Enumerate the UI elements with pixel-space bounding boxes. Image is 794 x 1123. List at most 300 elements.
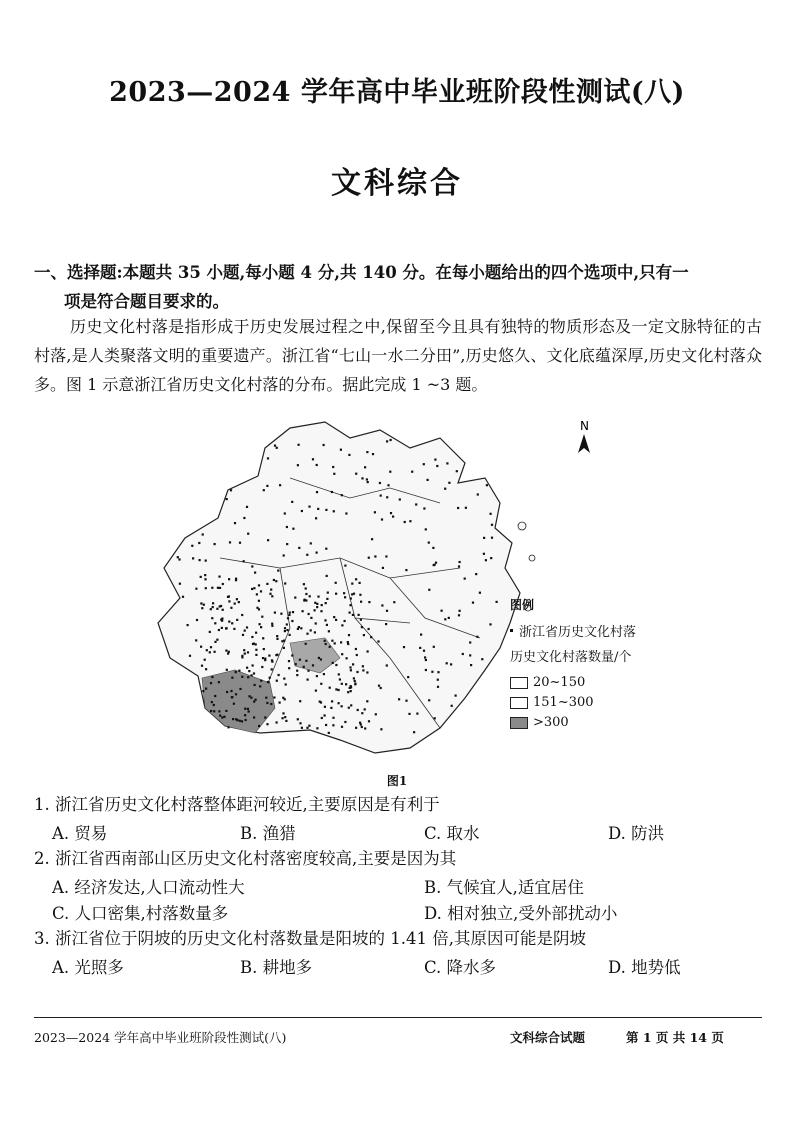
section-line-2: 项是符合题目要求的。 [64,292,229,311]
village-dot [276,680,278,682]
village-dot [472,602,474,604]
village-dot [437,671,439,673]
village-dot [334,642,336,644]
village-dot [256,593,258,595]
village-dot [178,558,180,560]
village-dot [341,726,343,728]
village-dot [212,606,214,608]
village-dot [260,626,262,628]
village-dot [362,669,364,671]
village-dot [323,673,325,675]
village-dot [211,701,213,703]
village-dot [238,601,240,603]
village-dot [352,614,354,616]
village-dot [489,623,491,625]
village-dot [291,501,293,503]
village-dot [222,583,224,585]
village-dot [294,597,296,599]
village-dot [201,665,203,667]
village-dot [393,601,395,603]
village-dot [225,710,227,712]
q1-option-b[interactable]: B. 渔猎 [240,824,296,843]
village-dot [491,537,493,539]
village-dot [367,650,369,652]
village-dot [211,617,213,619]
village-dot [346,657,348,659]
village-dot [323,444,325,446]
village-dot [213,704,215,706]
village-dot [274,445,276,447]
village-dot [276,638,278,640]
village-dot [246,626,248,628]
village-dot [420,634,422,636]
village-dot [282,717,284,719]
village-dot [267,457,269,459]
village-dot [392,516,394,518]
village-dot [399,498,401,500]
q1-option-d[interactable]: D. 防洪 [608,824,665,843]
village-dot [427,479,429,481]
village-dot [218,629,220,631]
village-dot [264,716,266,718]
village-dot [359,722,361,724]
q3-option-b[interactable]: B. 耕地多 [240,958,313,977]
village-dot [243,560,245,562]
village-dot [216,639,218,641]
footer-subject: 文科综合试题 [510,1030,586,1045]
village-dot [308,725,310,727]
village-dot [251,636,253,638]
village-dot [345,683,347,685]
village-dot [214,651,216,653]
village-dot [361,726,363,728]
village-dot [377,640,379,642]
village-dot [226,498,228,500]
village-dot [253,716,255,718]
village-dot [291,620,293,622]
village-dot [247,533,249,535]
village-dot [437,679,439,681]
village-dot [432,547,434,549]
question-1-stem: 1. 浙江省历史文化村落整体距河较近,主要原因是有利于 [34,795,440,814]
legend-range-high: >300 [533,715,569,730]
village-dot [328,630,330,632]
village-dot [227,653,229,655]
village-dot [386,664,388,666]
village-dot [350,690,352,692]
village-dot [380,728,382,730]
q1-option-a[interactable]: A. 贸易 [52,824,108,843]
village-dot [444,488,446,490]
question-2-stem: 2. 浙江省西南部山区历史文化村落密度较高,主要是因为其 [34,849,457,868]
village-dot [450,663,452,665]
village-dot [316,727,318,729]
section-line-1: 一、选择题:本题共 35 小题,每小题 4 分,共 140 分。在每小题给出的四个选项中,只有一 [34,263,689,282]
village-dot [296,670,298,672]
village-dot [233,628,235,630]
exam-title: 2023—2024 学年高中毕业班阶段性测试(八) [109,77,685,108]
village-dot [286,629,288,631]
village-dot [219,605,221,607]
village-dot [239,542,241,544]
village-dot [330,707,332,709]
village-dot [446,662,448,664]
village-dot [253,701,255,703]
village-dot [177,556,179,558]
village-dot [436,465,438,467]
q2-option-b[interactable]: B. 气候宜人,适宜居住 [424,878,584,897]
village-dot [457,507,459,509]
village-dot [236,598,238,600]
village-dot [218,576,220,578]
village-dot [424,656,426,658]
village-dot [276,447,278,449]
village-dot [179,583,181,585]
village-dot [433,564,435,566]
village-dot [219,715,221,717]
village-dot [299,659,301,661]
village-dot [316,552,318,554]
village-dot [355,727,357,729]
village-dot [199,559,201,561]
village-dot [263,648,265,650]
village-dot [366,671,368,673]
village-dot [312,664,314,666]
village-dot [195,588,197,590]
village-dot [404,521,406,523]
village-dot [353,677,355,679]
village-dot [241,655,243,657]
village-dot [316,464,318,466]
village-dot [477,493,479,495]
village-dot [271,625,273,627]
legend-range-low: 20~150 [533,675,586,690]
village-dot [182,596,184,598]
village-dot [470,664,472,666]
village-dot [260,680,262,682]
village-dot [428,589,430,591]
village-dot [280,613,282,615]
figure-1-map [140,408,680,778]
village-dot [364,466,366,468]
village-dot [465,507,467,509]
village-dot [367,481,369,483]
village-dot [209,631,211,633]
village-dot [231,696,233,698]
village-dot [238,670,240,672]
village-dot [415,503,417,505]
village-dot [441,610,443,612]
village-dot [205,668,207,670]
village-dot [250,697,252,699]
village-dot [385,555,387,557]
village-dot [195,639,197,641]
village-dot [416,713,418,715]
village-dot [405,569,407,571]
village-dot [218,710,220,712]
village-dot [307,670,309,672]
q3-option-a[interactable]: A. 光照多 [52,958,124,977]
village-dot [333,510,335,512]
village-dot [243,517,245,519]
subject-title: 文科综合 [331,166,463,201]
village-dot [306,633,308,635]
village-dot [368,720,370,722]
village-dot [479,592,481,594]
village-dot [490,513,492,515]
village-dot [425,669,427,671]
village-dot [198,542,200,544]
village-dot [285,720,287,722]
village-dot [348,454,350,456]
village-dot [286,543,288,545]
village-dot [324,714,326,716]
village-dot [356,671,358,673]
village-dot [282,712,284,714]
village-dot [246,667,248,669]
village-dot [316,491,318,493]
village-dot [481,658,483,660]
village-dot [239,688,241,690]
village-dot [366,700,368,702]
legend-swatch-mid [510,697,528,709]
village-dot [259,685,261,687]
village-dot [348,707,350,709]
village-dot [354,680,356,682]
village-dot [298,444,300,446]
village-dot [189,655,191,657]
village-dot [268,681,270,683]
village-dot [284,630,286,632]
village-dot [444,618,446,620]
village-dot [274,612,276,614]
village-dot [269,593,271,595]
village-dot [327,592,329,594]
village-dot [398,698,400,700]
village-dot [338,702,340,704]
village-dot [314,602,316,604]
village-dot [247,676,249,678]
village-dot [387,484,389,486]
village-dot [483,553,485,555]
village-dot [347,641,349,643]
village-dot [350,669,352,671]
village-dot [258,608,260,610]
village-dot [251,565,253,567]
village-dot [380,687,382,689]
village-dot [326,598,328,600]
village-dot [228,621,230,623]
village-dot [433,646,435,648]
village-dot [236,619,238,621]
village-dot [469,654,471,656]
figure-caption: 图1 [386,774,408,788]
village-dot [283,640,285,642]
village-dot [279,702,281,704]
village-dot [297,628,299,630]
village-dot [192,557,194,559]
village-dot [483,537,485,539]
village-dot [303,666,305,668]
village-dot [214,641,216,643]
village-dot [262,657,264,659]
village-dot [259,623,261,625]
village-dot [231,677,233,679]
village-dot [284,698,286,700]
village-dot [236,719,238,721]
village-dot [266,723,268,725]
village-dot [308,506,310,508]
village-dot [287,617,289,619]
village-dot [459,561,461,563]
village-dot [299,700,301,702]
village-dot [332,724,334,726]
village-dot [210,710,212,712]
village-dot [306,727,308,729]
village-dot [325,548,327,550]
village-dot [332,717,334,719]
village-dot [490,557,492,559]
village-dot [241,614,243,616]
village-dot [315,622,317,624]
village-dot [370,636,372,638]
village-dot [357,709,359,711]
village-dot [348,634,350,636]
village-dot [335,688,337,690]
village-dot [271,595,273,597]
village-dot [324,706,326,708]
village-dot [271,659,273,661]
q2-option-d[interactable]: D. 相对独立,受外部扰动小 [424,904,618,923]
village-dot [297,718,299,720]
village-dot [368,628,370,630]
village-dot [347,691,349,693]
village-dot [428,542,430,544]
village-dot [253,672,255,674]
village-dot [423,463,425,465]
village-dot [335,664,337,666]
village-dot [437,686,439,688]
village-dot [405,700,407,702]
village-dot [244,708,246,710]
village-dot [360,724,362,726]
village-dot [341,705,343,707]
legend-item-villages: 浙江省历史文化村落 [519,625,637,640]
q2-option-c[interactable]: C. 人口密集,村落数量多 [52,904,229,923]
village-dot [344,721,346,723]
village-dot [359,582,361,584]
village-dot [202,690,204,692]
village-dot [284,582,286,584]
village-dot [210,646,212,648]
village-dot [462,653,464,655]
village-dot [335,619,337,621]
village-dot [341,624,343,626]
q3-option-c[interactable]: C. 降水多 [424,958,497,977]
north-label: N [580,419,589,433]
village-dot [349,666,351,668]
village-dot [239,720,241,722]
village-dot [267,539,269,541]
village-dot [361,712,363,714]
village-dot [248,695,250,697]
village-dot [235,578,237,580]
village-dot [458,614,460,616]
village-dot [475,573,477,575]
village-dot [222,609,224,611]
village-dot [221,716,223,718]
village-dot [340,449,342,451]
village-dot [266,702,268,704]
legend [510,596,636,733]
village-dot [356,654,358,656]
village-dot [403,646,405,648]
village-dot [411,471,413,473]
village-dot [325,509,327,511]
q3-option-d[interactable]: D. 地势低 [608,958,681,977]
legend-swatch-low [510,677,528,689]
village-dot [297,464,299,466]
village-dot [266,485,268,487]
village-dot [296,674,298,676]
village-dot [496,601,498,603]
village-dot [366,451,368,453]
village-dot [324,640,326,642]
village-dot [225,650,227,652]
village-dot [310,629,312,631]
village-dot [305,660,307,662]
village-dot [434,459,436,461]
q1-option-c[interactable]: C. 取水 [424,824,480,843]
village-dot [264,658,266,660]
village-dot [286,623,288,625]
village-dot [286,526,288,528]
village-dot [196,619,198,621]
village-dot [247,708,249,710]
village-dot [374,511,376,513]
village-dot [289,612,291,614]
village-dot [386,496,388,498]
village-dot [352,663,354,665]
village-dot [262,637,264,639]
village-dot [339,678,341,680]
village-dot [321,717,323,719]
village-dot [364,708,366,710]
village-dot [228,578,230,580]
village-dot [381,518,383,520]
village-dot [228,595,230,597]
q2-option-a[interactable]: A. 经济发达,人口流动性大 [52,878,245,897]
village-dot [305,643,307,645]
village-dot [309,595,311,597]
village-dot [291,654,293,656]
legend-title: 图例 [510,598,535,612]
village-dot [204,574,206,576]
village-dot [202,533,204,535]
village-dot [349,612,351,614]
village-dot [350,685,352,687]
village-dot [386,440,388,442]
village-dot [245,719,247,721]
village-dot [211,676,213,678]
village-dot [258,584,260,586]
village-dot [308,613,310,615]
village-dot [275,580,277,582]
village-dot [333,616,335,618]
village-dot [298,547,300,549]
village-dot [212,602,214,604]
village-dot [320,701,322,703]
